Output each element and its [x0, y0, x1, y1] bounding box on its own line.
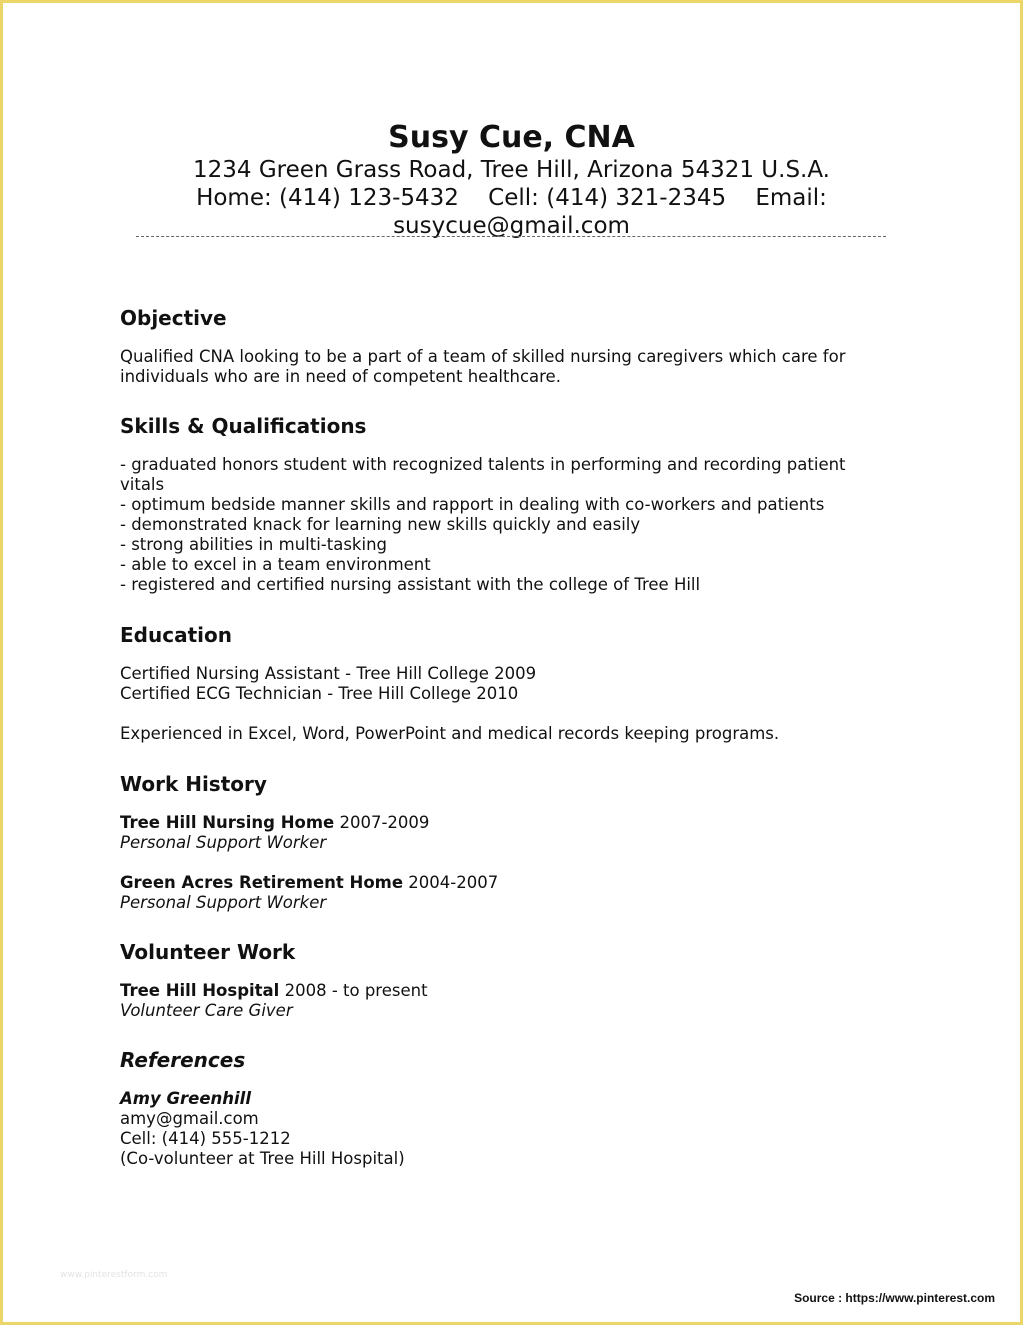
- objective-text: Qualified CNA looking to be a part of a team of skilled nursing caregivers which care for individuals who are in need of competent healthcare.: [120, 347, 846, 386]
- job-years: 2004-2007: [403, 873, 499, 892]
- skill-item: - optimum bedside manner skills and rapport in dealing with co-workers and patients: [120, 495, 825, 514]
- contact-line-2: susycue@gmail.com: [393, 213, 630, 239]
- job-employer: Green Acres Retirement Home: [120, 873, 404, 892]
- candidate-name: Susy Cue, CNA: [388, 120, 635, 155]
- job-title: Personal Support Worker: [120, 833, 327, 852]
- education-note: Experienced in Excel, Word, PowerPoint and medical records keeping programs.: [120, 724, 780, 743]
- volunteer-years: 2008 - to present: [279, 981, 428, 1000]
- skill-item: - strong abilities in multi-tasking: [120, 535, 387, 554]
- job-title: Personal Support Worker: [120, 893, 327, 912]
- education-item: Certified Nursing Assistant - Tree Hill College 2009: [120, 664, 537, 683]
- volunteer-employer: Tree Hill Hospital: [120, 981, 280, 1000]
- education-section: [120, 622, 880, 744]
- education-item: Certified ECG Technician - Tree Hill College 2010: [120, 684, 519, 703]
- reference-cell: Cell: (414) 555-1212: [120, 1129, 291, 1148]
- watermark-text: www.pinterestform.com: [60, 1270, 168, 1280]
- skill-item: - able to excel in a team environment: [120, 555, 431, 574]
- volunteer-title: Volunteer Care Giver: [120, 1001, 293, 1020]
- reference-relation: (Co-volunteer at Tree Hill Hospital): [120, 1149, 405, 1168]
- work-history-heading: Work History: [120, 772, 267, 796]
- job-entry: [120, 873, 880, 913]
- volunteer-heading: Volunteer Work: [120, 940, 296, 964]
- resume-header: [0, 120, 1023, 240]
- skill-item: - demonstrated knack for learning new skills quickly and easily: [120, 515, 641, 534]
- objective-heading: Objective: [120, 306, 227, 330]
- skill-item: - graduated honors student with recognized talents in performing and recording patient vitals: [120, 455, 846, 494]
- volunteer-section: [120, 939, 880, 1021]
- header-divider: [136, 236, 886, 237]
- education-heading: Education: [120, 623, 232, 647]
- references-section: [120, 1047, 880, 1169]
- source-credit: Source : https://www.pinterest.com: [794, 1291, 995, 1305]
- references-heading: References: [120, 1048, 246, 1072]
- reference-name: Amy Greenhill: [120, 1089, 251, 1108]
- job-employer: Tree Hill Nursing Home: [120, 813, 335, 832]
- skill-item: - registered and certified nursing assistant with the college of Tree Hill: [120, 575, 701, 594]
- work-history-section: [120, 771, 880, 913]
- job-entry: [120, 813, 880, 853]
- reference-email: amy@gmail.com: [120, 1109, 259, 1128]
- skills-section: [120, 413, 880, 595]
- contact-line-1: Home: (414) 123-5432 Cell: (414) 321-2345 Email:: [196, 185, 827, 211]
- skills-heading: Skills & Qualifications: [120, 414, 367, 438]
- candidate-address: 1234 Green Grass Road, Tree Hill, Arizona 54321 U.S.A.: [193, 157, 830, 183]
- job-years: 2007-2009: [334, 813, 430, 832]
- objective-section: [120, 305, 880, 387]
